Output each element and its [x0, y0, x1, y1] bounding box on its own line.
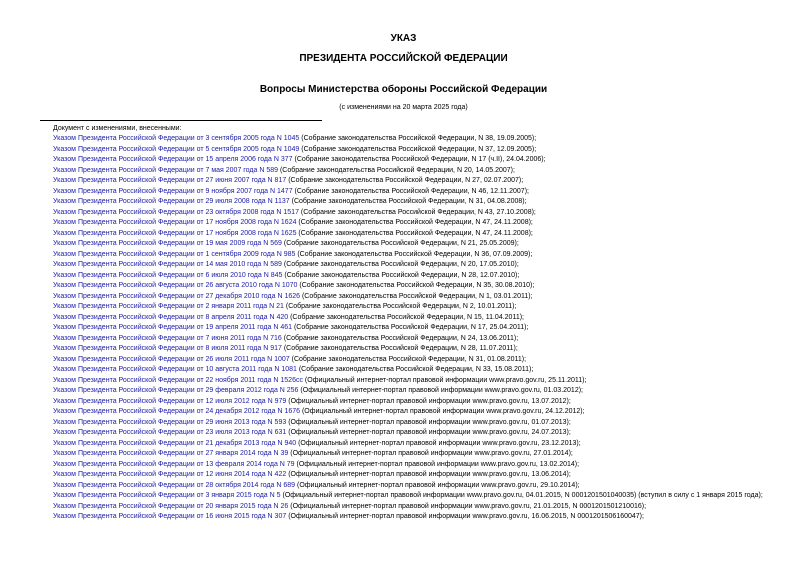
- decree-link[interactable]: Указом Президента Российской Федерации от 2 января 2011 года N 21: [53, 303, 284, 310]
- decree-title: УКАЗ: [390, 33, 417, 44]
- decree-link[interactable]: Указом Президента Российской Федерации от 21 декабря 2013 года N 940: [53, 439, 297, 447]
- decree-link[interactable]: Указом Президента Российской Федерации от 7 июня 2011 года N 716: [53, 334, 282, 342]
- decree-link[interactable]: Указом Президента Российской Федерации от 3 сентября 2005 года N 1045: [53, 135, 300, 142]
- publication-source: (Собрание законодательства Российской Федерации, N 36, 07.09.2009);: [295, 250, 533, 258]
- publication-source: (Официальный интернет-портал правовой информации www.pravo.gov.ru, 13.02.2014);: [294, 460, 580, 468]
- list-item: [40, 292, 768, 303]
- publication-source: (Собрание законодательства Российской Федерации, N 27, 02.07.2007);: [286, 177, 524, 184]
- publication-source: (Собрание законодательства Российской Федерации, N 20, 17.05.2010);: [281, 261, 519, 268]
- decree-link[interactable]: Указом Президента Российской Федерации от 19 апреля 2011 года N 461: [53, 324, 293, 331]
- decree-link[interactable]: Указом Президента Российской Федерации от 15 апреля 2006 года N 377: [53, 156, 293, 163]
- publication-source: (Собрание законодательства Российской Федерации, N 17 (ч.II), 24.04.2006);: [292, 156, 546, 163]
- list-item: [40, 481, 768, 492]
- decree-link[interactable]: Указом Президента Российской Федерации от 3 января 2015 года N 5: [53, 492, 281, 499]
- list-item: [40, 239, 768, 250]
- publication-source: (Официальный интернет-портал правовой информации www.pravo.gov.ru, 04.01.2015, N 0001201501040035) (вступил в силу с 1 января 2015 года);: [280, 492, 763, 499]
- amendments-list: [40, 134, 768, 523]
- publication-source: (Собрание законодательства Российской Федерации, N 37, 12.09.2005);: [299, 145, 537, 153]
- list-item: [40, 176, 768, 187]
- list-item: [40, 502, 768, 513]
- publication-source: (Официальный интернет-портал правовой информации www.pravo.gov.ru, 13.07.2012);: [286, 397, 571, 405]
- decree-subject: Вопросы Министерства обороны Российской Федерации: [259, 84, 548, 95]
- publication-source: (Собрание законодательства Российской Федерации, N 20, 14.05.2007);: [278, 166, 515, 174]
- publication-source: (Собрание законодательства Российской Федерации, N 17, 25.04.2011);: [292, 324, 529, 331]
- list-item: [40, 355, 768, 366]
- decree-link[interactable]: Указом Президента Российской Федерации от 1 сентября 2009 года N 985: [53, 250, 296, 258]
- list-item: [40, 271, 768, 282]
- publication-source: (Официальный интернет-портал правовой информации www.pravo.gov.ru, 21.01.2015, N 0001201501210016);: [288, 502, 647, 510]
- list-item: [40, 260, 768, 271]
- publication-source: (Собрание законодательства Российской Федерации, N 43, 27.10.2008);: [298, 208, 536, 216]
- amendments-section: [40, 124, 768, 523]
- publication-source: (Собрание законодательства Российской Федерации, N 31, 04.08.2008);: [289, 198, 527, 205]
- list-item: [40, 470, 768, 481]
- list-item: [40, 187, 768, 198]
- list-item: [40, 376, 768, 387]
- decree-link[interactable]: Указом Президента Российской Федерации от 17 ноября 2008 года N 1625: [53, 229, 297, 237]
- list-item: [40, 281, 768, 292]
- list-item: [40, 460, 768, 471]
- decree-link[interactable]: Указом Президента Российской Федерации от 26 июля 2011 года N 1007: [53, 355, 290, 363]
- list-item: [40, 397, 768, 408]
- list-item: [40, 334, 768, 345]
- amendment-date-note: (с изменениями на 20 марта 2025 года): [339, 104, 468, 111]
- decree-link[interactable]: Указом Президента Российской Федерации от 16 июня 2015 года N 307: [53, 513, 287, 520]
- publication-source: (Собрание законодательства Российской Федерации, N 47, 24.11.2008);: [296, 219, 533, 226]
- list-item: [40, 365, 768, 376]
- list-item: [40, 134, 768, 145]
- publication-source: (Собрание законодательства Российской Федерации, N 33, 15.08.2011);: [296, 366, 534, 373]
- list-item: [40, 323, 768, 334]
- publication-source: (Официальный интернет-портал правовой информации www.pravo.gov.ru, 27.01.2014);: [288, 450, 573, 457]
- decree-link[interactable]: Указом Президента Российской Федерации от 5 сентября 2005 года N 1049: [53, 145, 300, 153]
- list-item: [40, 208, 768, 219]
- list-item: [40, 145, 768, 156]
- amendments-intro: Документ с изменениями, внесенными:: [53, 125, 182, 132]
- decree-link[interactable]: Указом Президента Российской Федерации от 8 июля 2011 года N 917: [53, 345, 282, 352]
- list-item: [40, 313, 768, 324]
- publication-source: (Собрание законодательства Российской Федерации, N 1, 03.01.2011);: [300, 292, 533, 300]
- list-item: [40, 512, 768, 523]
- decree-link[interactable]: Указом Президента Российской Федерации от 17 ноября 2008 года N 1624: [53, 219, 297, 226]
- list-item: [40, 439, 768, 450]
- list-item: [40, 229, 768, 240]
- list-item: [40, 344, 768, 355]
- decree-link[interactable]: Указом Президента Российской Федерации от 24 декабря 2012 года N 1676: [53, 408, 301, 415]
- publication-source: (Официальный интернет-портал правовой информации www.pravo.gov.ru, 29.10.2014);: [295, 481, 580, 489]
- decree-link[interactable]: Указом Президента Российской Федерации от 20 января 2015 года N 26: [53, 502, 289, 510]
- publication-source: (Собрание законодательства Российской Федерации, N 38, 19.09.2005);: [299, 135, 537, 142]
- decree-link[interactable]: Указом Президента Российской Федерации от 23 октября 2008 года N 1517: [53, 208, 299, 216]
- publication-source: (Собрание законодательства Российской Федерации, N 35, 30.08.2010);: [297, 282, 535, 289]
- list-item: [40, 155, 768, 166]
- decree-link[interactable]: Указом Президента Российской Федерации от 29 июня 2013 года N 593: [53, 418, 287, 426]
- publication-source: (Собрание законодательства Российской Федерации, N 2, 10.01.2011);: [283, 303, 517, 310]
- decree-link[interactable]: Указом Президента Российской Федерации от 9 ноября 2007 года N 1477: [53, 187, 293, 195]
- publication-source: (Официальный интернет-портал правовой информации www.pravo.gov.ru, 25.11.2011);: [302, 376, 587, 384]
- publication-source: (Официальный интернет-портал правовой информации www.pravo.gov.ru, 24.12.2012);: [300, 408, 585, 415]
- list-item: [40, 449, 768, 460]
- publication-source: (Официальный интернет-портал правовой информации www.pravo.gov.ru, 23.12.2013);: [296, 439, 581, 447]
- publication-source: (Официальный интернет-портал правовой информации www.pravo.gov.ru, 24.07.2013);: [286, 429, 571, 436]
- publication-source: (Собрание законодательства Российской Федерации, N 24, 13.06.2011);: [281, 334, 519, 342]
- decree-link[interactable]: Указом Президента Российской Федерации от 27 июня 2007 года N 817: [53, 177, 287, 184]
- decree-link[interactable]: Указом Президента Российской Федерации от 28 октября 2014 года N 689: [53, 481, 296, 489]
- decree-link[interactable]: Указом Президента Российской Федерации от 27 января 2014 года N 39: [53, 450, 289, 457]
- publication-source: (Собрание законодательства Российской Федерации, N 28, 12.07.2010);: [282, 271, 520, 279]
- decree-link[interactable]: Указом Президента Российской Федерации от 12 июля 2012 года N 979: [53, 397, 287, 405]
- decree-issuer: ПРЕЗИДЕНТА РОССИЙСКОЙ ФЕДЕРАЦИИ: [299, 53, 508, 64]
- publication-source: (Официальный интернет-портал правовой информации www.pravo.gov.ru, 01.03.2012);: [298, 387, 583, 394]
- decree-link[interactable]: Указом Президента Российской Федерации от 29 июля 2008 года N 1137: [53, 198, 290, 205]
- publication-source: (Собрание законодательства Российской Федерации, N 15, 11.04.2011);: [288, 313, 524, 321]
- decree-link[interactable]: Указом Президента Российской Федерации от 22 ноября 2011 года N 1526сс: [53, 376, 303, 384]
- publication-source: (Собрание законодательства Российской Федерации, N 47, 24.11.2008);: [296, 229, 533, 237]
- publication-source: (Официальный интернет-портал правовой информации www.pravo.gov.ru, 01.07.2013);: [286, 418, 571, 426]
- decree-link[interactable]: Указом Президента Российской Федерации от 27 декабря 2010 года N 1626: [53, 292, 301, 300]
- list-item: [40, 197, 768, 208]
- publication-source: (Собрание законодательства Российской Федерации, N 21, 25.05.2009);: [281, 240, 519, 247]
- list-item: [40, 491, 768, 502]
- publication-source: (Официальный интернет-портал правовой информации www.pravo.gov.ru, 16.06.2015, N 0001201506160047);: [286, 513, 644, 520]
- publication-source: (Собрание законодательства Российской Федерации, N 28, 11.07.2011);: [281, 345, 518, 352]
- publication-source: (Собрание законодательства Российской Федерации, N 31, 01.08.2011);: [289, 355, 527, 363]
- separator-line: [40, 120, 322, 121]
- decree-link[interactable]: Указом Президента Российской Федерации от 12 июня 2014 года N 422: [53, 471, 287, 478]
- list-item: [40, 428, 768, 439]
- publication-source: (Собрание законодательства Российской Федерации, N 46, 12.11.2007);: [292, 187, 529, 195]
- decree-link[interactable]: Указом Президента Российской Федерации от 10 августа 2011 года N 1081: [53, 366, 297, 373]
- list-item: [40, 250, 768, 261]
- list-item: [40, 302, 768, 313]
- list-item: [40, 407, 768, 418]
- decree-link[interactable]: Указом Президента Российской Федерации от 7 мая 2007 года N 589: [53, 166, 279, 174]
- decree-link[interactable]: Указом Президента Российской Федерации от 6 июля 2010 года N 845: [53, 271, 283, 279]
- decree-link[interactable]: Указом Президента Российской Федерации от 14 мая 2010 года N 589: [53, 261, 282, 268]
- list-item: [40, 218, 768, 229]
- list-item: [40, 166, 768, 177]
- decree-link[interactable]: Указом Президента Российской Федерации от 8 апреля 2011 года N 420: [53, 313, 289, 321]
- decree-link[interactable]: Указом Президента Российской Федерации от 13 февраля 2014 года N 79: [53, 460, 295, 468]
- decree-link[interactable]: Указом Президента Российской Федерации от 19 мая 2009 года N 569: [53, 240, 282, 247]
- decree-link[interactable]: Указом Президента Российской Федерации от 23 июля 2013 года N 631: [53, 429, 287, 436]
- publication-source: (Официальный интернет-портал правовой информации www.pravo.gov.ru, 13.06.2014);: [286, 471, 571, 478]
- decree-link[interactable]: Указом Президента Российской Федерации от 26 августа 2010 года N 1070: [53, 282, 298, 289]
- decree-link[interactable]: Указом Президента Российской Федерации от 29 февраля 2012 года N 256: [53, 387, 299, 394]
- list-item: [40, 418, 768, 429]
- list-item: [40, 386, 768, 397]
